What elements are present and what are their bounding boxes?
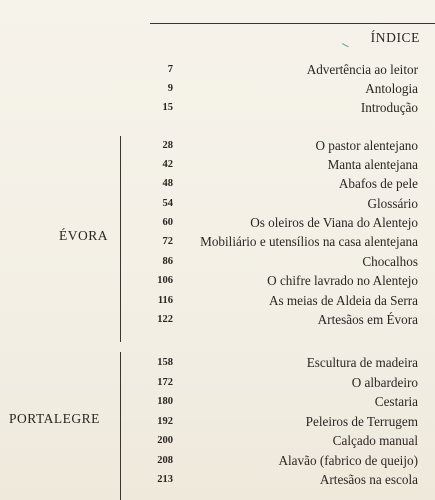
page-number: 180 xyxy=(157,396,173,407)
toc-entry xyxy=(0,254,435,272)
entry-title: Artesãos na escola xyxy=(319,472,418,487)
entry-title: As meias de Aldeia da Serra xyxy=(268,293,418,308)
toc-entry xyxy=(0,234,435,252)
toc-entry xyxy=(0,157,435,175)
toc-entry xyxy=(0,62,435,80)
entry-title: Escultura de madeira xyxy=(306,355,418,370)
ink-mark xyxy=(342,39,351,48)
toc-entry xyxy=(0,472,435,490)
entry-title: Glossário xyxy=(367,196,418,211)
entry-title: Chocalhos xyxy=(362,254,418,269)
page-number: 48 xyxy=(162,178,173,189)
entry-title: Advertência ao leitor xyxy=(306,62,418,77)
entry-title: Cestaria xyxy=(374,394,418,409)
toc-entry xyxy=(0,176,435,194)
entry-title: O chifre lavrado no Alentejo xyxy=(267,273,418,288)
toc-entry xyxy=(0,453,435,471)
entry-title: O albardeiro xyxy=(351,375,418,390)
toc-entry xyxy=(0,312,435,330)
page-number: 15 xyxy=(162,102,173,113)
entry-title: Abafos de pele xyxy=(338,176,418,191)
entry-title: Peleiros de Terrugem xyxy=(305,414,418,429)
entry-title: Antologia xyxy=(365,81,418,96)
toc-entry xyxy=(0,414,435,432)
entry-title: Mobiliário e utensílios na casa alentejana xyxy=(200,234,418,249)
page-title: ÍNDICE xyxy=(370,30,420,45)
page-number: 172 xyxy=(157,377,173,388)
page-number: 116 xyxy=(157,295,173,306)
page-number: 213 xyxy=(157,474,173,485)
toc-entry xyxy=(0,375,435,393)
page-number: 122 xyxy=(157,314,173,325)
region-label-evora: ÉVORA xyxy=(59,228,108,243)
header-rule xyxy=(150,23,435,24)
toc-entry xyxy=(0,138,435,156)
page-number: 60 xyxy=(162,217,173,228)
entry-title: Calçado manual xyxy=(332,433,418,448)
toc-entry xyxy=(0,293,435,311)
toc-entry xyxy=(0,196,435,214)
entry-title: Introdução xyxy=(360,100,418,115)
entry-title: Artesãos em Évora xyxy=(317,312,418,327)
page-number: 72 xyxy=(162,236,173,247)
page-number: 208 xyxy=(157,455,173,466)
toc-entry xyxy=(0,100,435,118)
entry-title: Alavão (fabrico de queijo) xyxy=(278,453,418,468)
page-number: 54 xyxy=(162,198,173,209)
page-number: 158 xyxy=(157,357,173,368)
page-number: 106 xyxy=(157,275,173,286)
page-number: 7 xyxy=(167,64,173,75)
toc-entry xyxy=(0,433,435,451)
page-number: 192 xyxy=(157,416,173,427)
page-number: 86 xyxy=(162,256,173,267)
toc-entry xyxy=(0,215,435,233)
toc-entry xyxy=(0,81,435,99)
page-number: 28 xyxy=(162,140,173,151)
toc-entry xyxy=(0,394,435,412)
page-number: 200 xyxy=(157,435,173,446)
page-number: 9 xyxy=(167,83,173,94)
entry-title: Os oleiros de Viana do Alentejo xyxy=(250,215,418,230)
toc-entry xyxy=(0,355,435,373)
entry-title: Manta alentejana xyxy=(327,157,418,172)
page-number: 42 xyxy=(162,159,173,170)
region-label-portalegre: PORTALEGRE xyxy=(9,411,100,426)
entry-title: O pastor alentejano xyxy=(315,138,418,153)
toc-entry xyxy=(0,273,435,291)
